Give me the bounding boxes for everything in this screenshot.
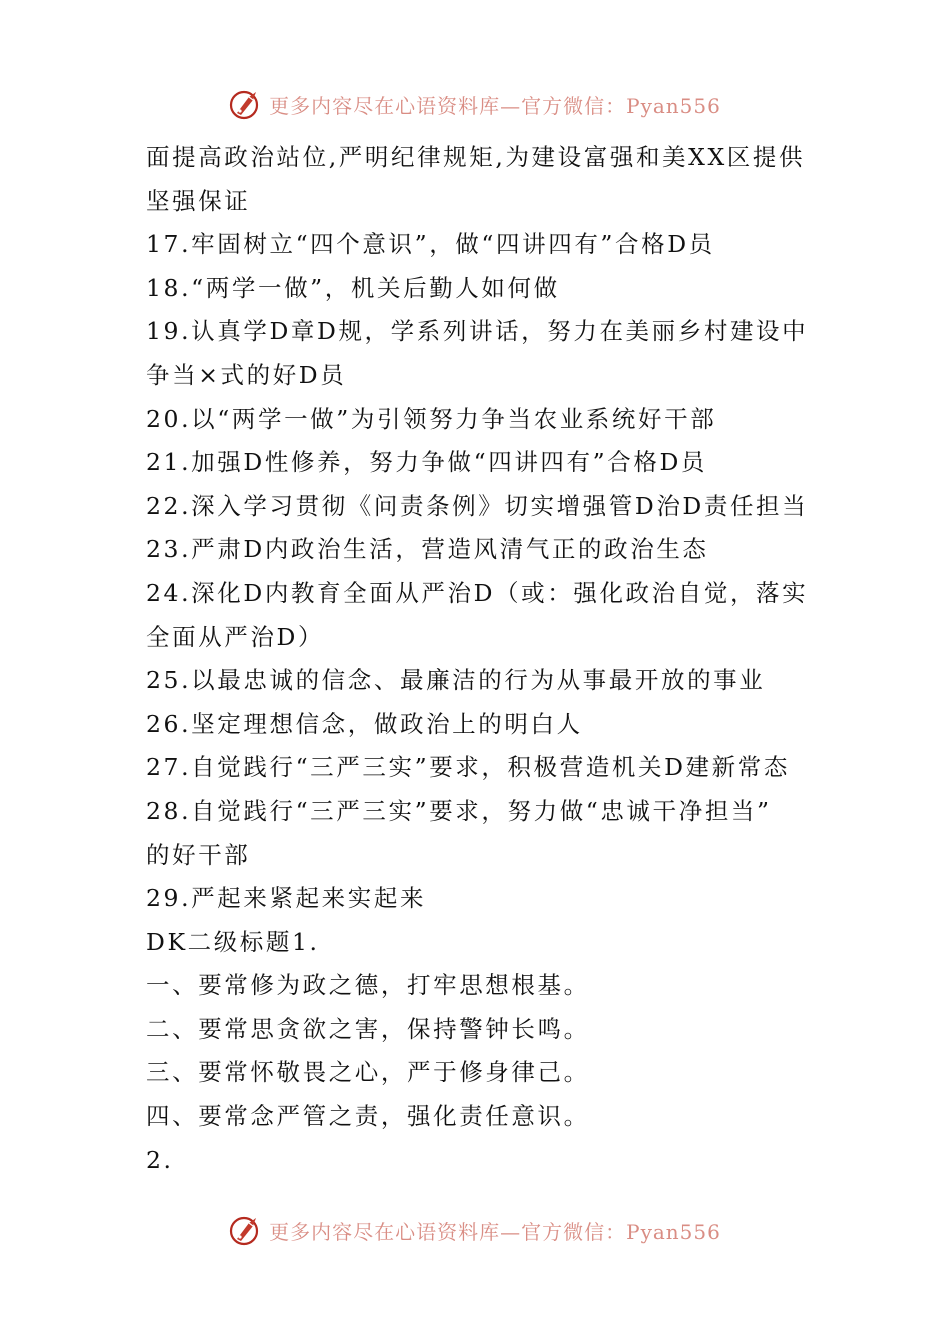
text-line: 18.“两学一做”，机关后勤人如何做 <box>146 273 560 302</box>
watermark-text: 更多内容尽在心语资料库—官方微信：Pyan556 <box>269 1219 721 1244</box>
pen-nib-logo-icon <box>229 87 263 121</box>
text-line: 20.以“两学一做”为引领努力争当农业系统好干部 <box>146 404 717 433</box>
text-line: 24.深化D内教育全面从严治D（或：强化政治自觉，落实 <box>146 578 809 607</box>
footer-watermark <box>0 1210 950 1250</box>
text-line: 三、要常怀敬畏之心，严于修身律己。 <box>146 1058 590 1087</box>
text-line: 29.严起来紧起来实起来 <box>146 884 427 913</box>
text-line: 17.牢固树立“四个意识”，做“四讲四有”合格D员 <box>146 230 715 259</box>
text-line: 全面从严治D） <box>146 622 325 651</box>
text-line: 26.坚定理想信念，做政治上的明白人 <box>146 709 583 738</box>
text-line: 二、要常思贪欲之害，保持警钟长鸣。 <box>146 1014 590 1043</box>
text-line: 的好干部 <box>146 840 251 869</box>
header-watermark <box>0 84 950 124</box>
text-line: 一、要常修为政之德，打牢思想根基。 <box>146 971 590 1000</box>
section-heading: DK二级标题1. <box>146 927 320 956</box>
text-line: 坚强保证 <box>146 186 251 215</box>
text-line: 27.自觉践行“三严三实”要求，积极营造机关D建新常态 <box>146 753 790 782</box>
document-body <box>146 136 826 1182</box>
text-line: 28.自觉践行“三严三实”要求，努力做“忠诚干净担当” <box>146 796 772 825</box>
text-line: 21.加强D性修养，努力争做“四讲四有”合格D员 <box>146 448 707 477</box>
text-line: 23.严肃D内政治生活，营造风清气正的政治生态 <box>146 535 709 564</box>
text-line: 22.深入学习贯彻《问责条例》切实增强管D治D责任担当 <box>146 491 809 520</box>
text-line: 19.认真学D章D规，学系列讲话，努力在美丽乡村建设中 <box>146 317 809 346</box>
watermark-text: 更多内容尽在心语资料库—官方微信：Pyan556 <box>269 93 721 118</box>
text-line: 争当×式的好D员 <box>146 360 347 389</box>
text-line: 面提高政治站位,严明纪律规矩,为建设富强和美XX区提供 <box>146 143 806 171</box>
text-line: 25.以最忠诚的信念、最廉洁的行为从事最开放的事业 <box>146 666 766 695</box>
text-line: 2. <box>146 1145 174 1174</box>
text-line: 四、要常念严管之责，强化责任意识。 <box>146 1102 590 1131</box>
pen-nib-logo-icon <box>229 1213 263 1247</box>
